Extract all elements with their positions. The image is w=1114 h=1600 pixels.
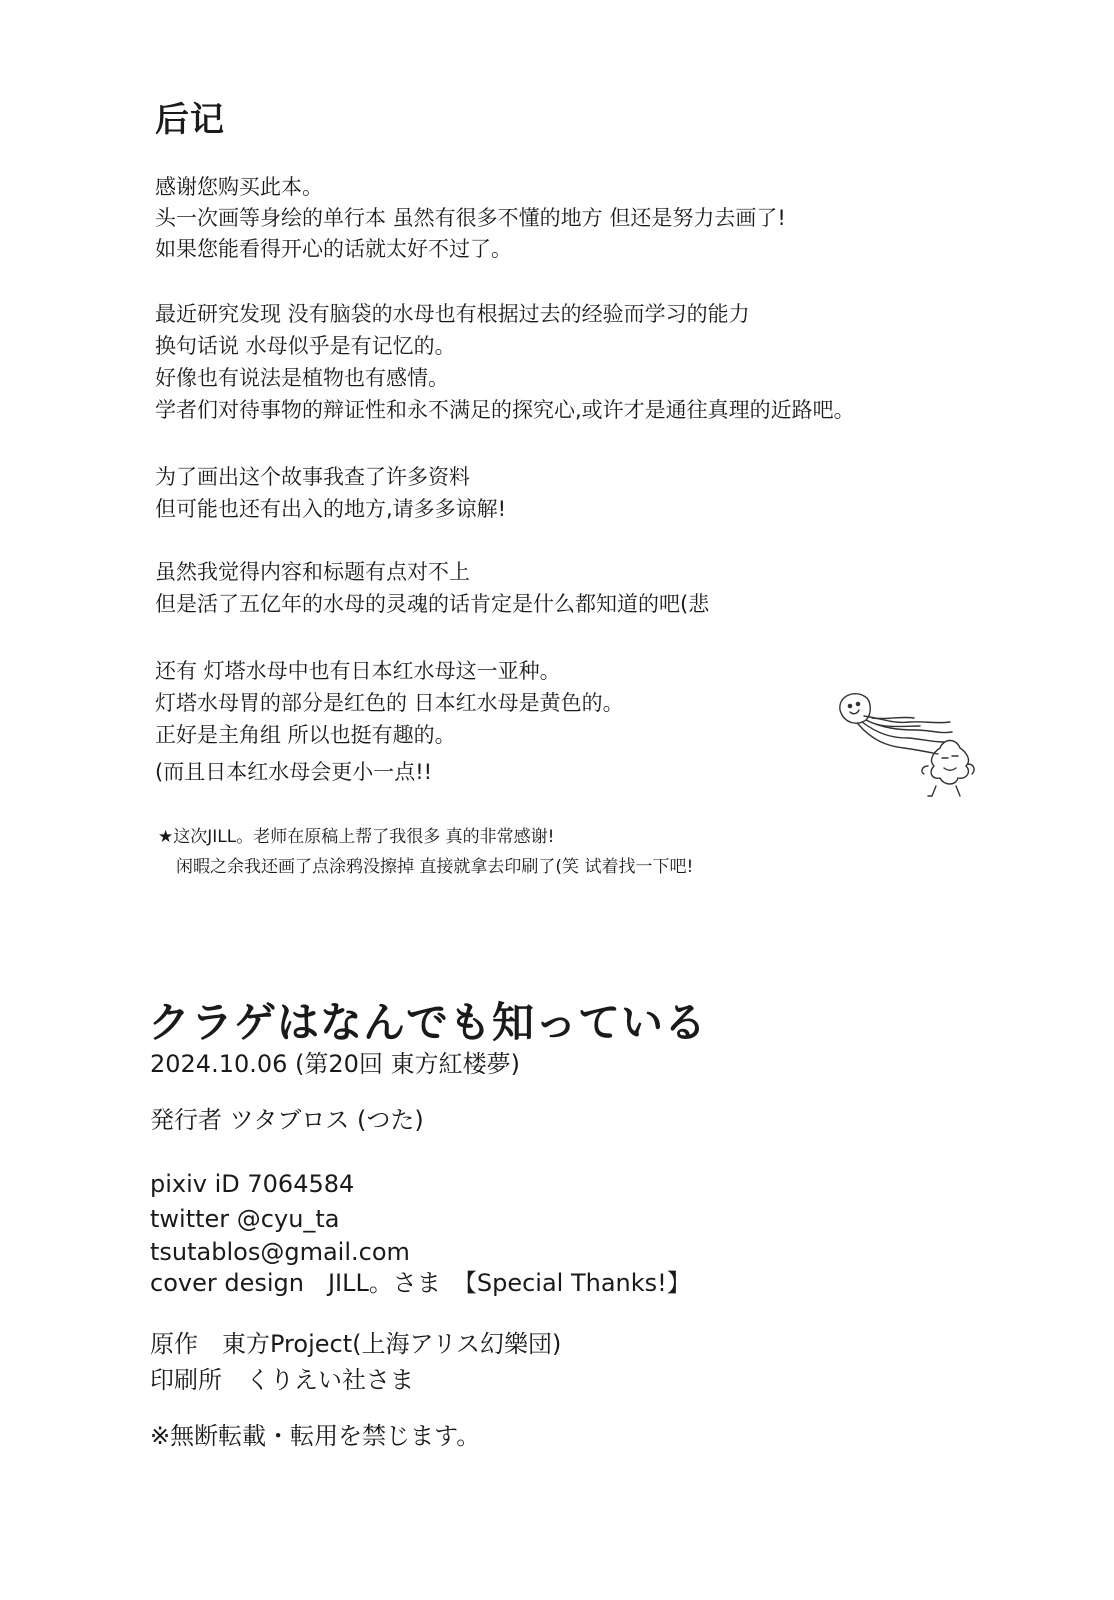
afterword-line: 感谢您购买此本。 [155,175,323,199]
contact-twitter: twitter @cyu_ta [150,1205,340,1233]
afterword-line: 最近研究发现 没有脑袋的水母也有根据过去的经验而学习的能力 [155,302,750,326]
jellyfish-doodle-icon [832,688,982,813]
afterword-line: 正好是主角组 所以也挺有趣的。 [155,723,456,747]
afterword-title: 后记 [155,100,225,140]
copyright-notice: ※無断転載・転用を禁じます。 [150,1422,481,1450]
thanks-note-line: ★这次JILL。老师在原稿上帮了我很多 真的非常感谢! [158,827,555,847]
afterword-line: (而且日本红水母会更小一点!! [155,760,433,784]
book-title: クラゲはなんでも知っている [148,998,708,1047]
afterword-line: 换句话说 水母似乎是有记忆的。 [155,334,456,358]
afterword-line: 如果您能看得开心的话就太好不过了。 [155,237,512,261]
afterword-line: 但是活了五亿年的水母的灵魂的话肯定是什么都知道的吧(悲 [155,592,710,616]
thanks-note-line: 闲暇之余我还画了点涂鸦没擦掉 直接就拿去印刷了(笑 试着找一下吧! [176,857,694,877]
contact-pixiv: pixiv iD 7064584 [150,1170,355,1198]
afterword-line: 虽然我觉得内容和标题有点对不上 [155,560,470,584]
afterword-line: 头一次画等身绘的单行本 虽然有很多不懂的地方 但还是努力去画了! [155,206,786,230]
cover-design-credit: cover design JILL。さま 【Special Thanks!】 [150,1269,691,1297]
afterword-line: 但可能也还有出入的地方,请多多谅解! [155,497,507,521]
contact-email: tsutablos@gmail.com [150,1238,410,1266]
afterword-line: 还有 灯塔水母中也有日本红水母这一亚种。 [155,659,561,683]
original-work: 原作 東方Project(上海アリス幻樂団) [150,1330,562,1358]
afterword-line: 学者们对待事物的辩证性和永不满足的探究心,或许才是通往真理的近路吧。 [155,398,855,422]
printer: 印刷所 くりえい社さま [150,1366,414,1394]
date-event: 2024.10.06 (第20回 東方紅楼夢) [150,1050,520,1078]
afterword-line: 为了画出这个故事我查了许多资料 [155,465,470,489]
afterword-line: 好像也有说法是植物也有感情。 [155,366,449,390]
afterword-line: 灯塔水母胃的部分是红色的 日本红水母是黄色的。 [155,691,624,715]
publisher: 発行者 ツタブロス (つた) [150,1106,424,1134]
